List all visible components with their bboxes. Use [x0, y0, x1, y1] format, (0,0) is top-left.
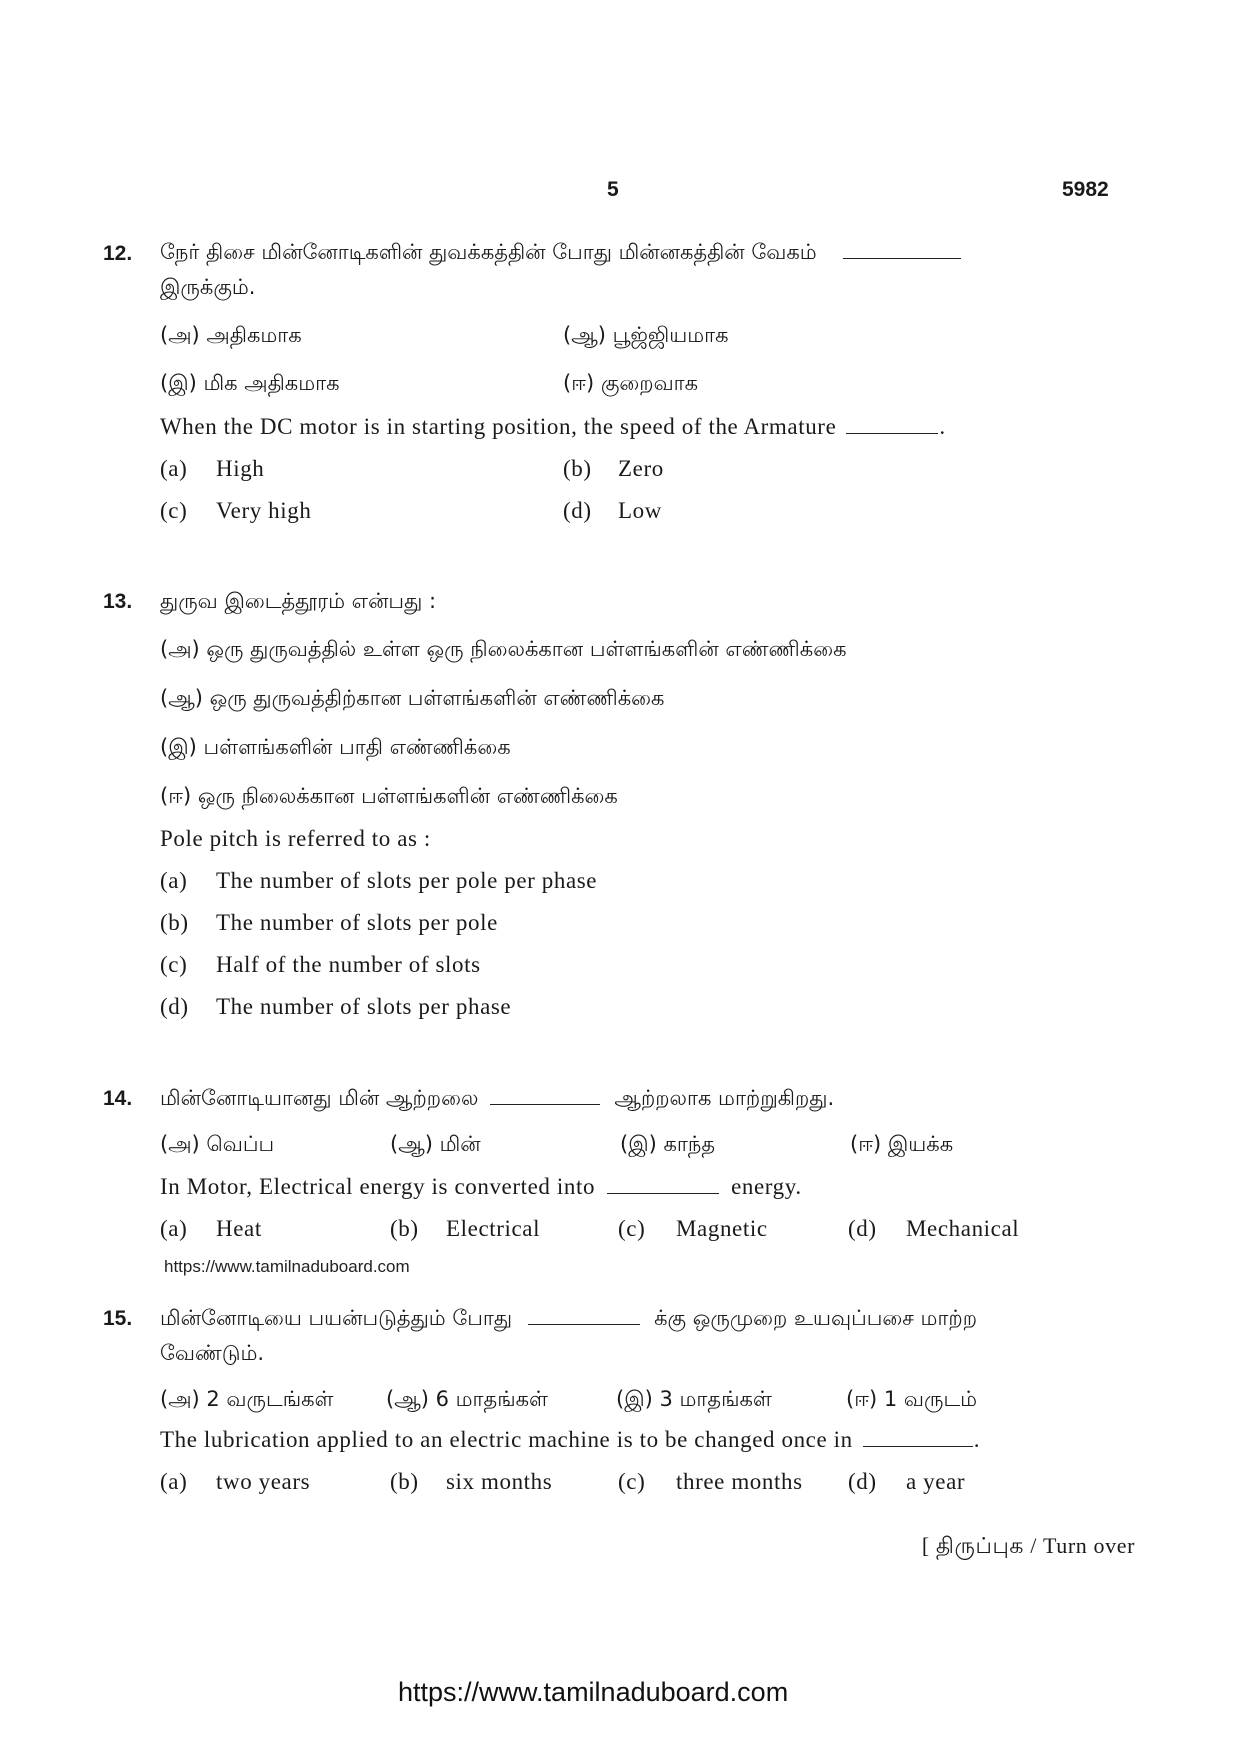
paper-code: 5982: [1062, 178, 1109, 201]
answer-blank: [863, 1445, 973, 1447]
question-english-text: [160, 1174, 802, 1200]
option-text: The number of slots per pole: [216, 910, 498, 935]
answer-blank: [607, 1192, 719, 1194]
tamil-option: (அ) வெப்ப: [160, 1132, 275, 1156]
tamil-option: (ஈ) இயக்க: [850, 1132, 954, 1156]
option-label: (a): [160, 868, 188, 893]
question-tamil-line1: நேர் திசை மின்னோடிகளின் துவக்கத்தின் போது மின்னகத்தின் வேகம்: [160, 240, 817, 264]
watermark-url-small: https://www.tamilnaduboard.com: [164, 1257, 410, 1276]
question-english-end: .: [973, 1427, 981, 1452]
page-number: 5: [607, 178, 620, 201]
question-english-part1: In Motor, Electrical energy is converted into: [160, 1174, 596, 1199]
question-english: Pole pitch is referred to as :: [160, 826, 431, 851]
option-text: six months: [446, 1469, 553, 1494]
option-label: (c): [160, 952, 188, 977]
question-english: When the DC motor is in starting position, the speed of the Armature: [160, 414, 837, 439]
option-text: Magnetic: [676, 1216, 768, 1241]
option-label: (c): [618, 1469, 646, 1494]
tamil-option: (அ) 2 வருடங்கள்: [160, 1387, 334, 1411]
option-label: (c): [160, 498, 188, 523]
option-label: (b): [390, 1216, 419, 1241]
option-text: The number of slots per phase: [216, 994, 512, 1019]
question-english: The lubrication applied to an electric machine is to be changed once in: [160, 1427, 853, 1452]
tamil-option: (ஆ) மின்: [390, 1132, 481, 1156]
question-tamil-text: [160, 1306, 977, 1333]
option-text: Very high: [216, 498, 312, 523]
option-label: (d): [563, 498, 592, 523]
option-text: Zero: [618, 456, 664, 481]
tamil-option: (அ) ஒரு துருவத்தில் உள்ள ஒரு நிலைக்கான பள்ளங்களின் எண்ணிக்கை: [160, 637, 847, 661]
question-number: 12.: [103, 242, 133, 265]
answer-blank: [846, 432, 938, 434]
option-label: (b): [563, 456, 592, 481]
question-tamil-text: [160, 240, 967, 267]
tamil-option: (இ) காந்த: [620, 1132, 716, 1156]
answer-blank: [528, 1323, 640, 1325]
tamil-option: (இ) 3 மாதங்கள்: [616, 1387, 772, 1411]
tamil-option: (இ) பள்ளங்களின் பாதி எண்ணிக்கை: [160, 735, 511, 759]
question-tamil-part2: க்கு ஒருமுறை உயவுப்பசை மாற்ற: [654, 1306, 978, 1330]
option-label: (a): [160, 1469, 188, 1494]
question-number: 15.: [103, 1307, 133, 1330]
question-english-text: [160, 414, 946, 440]
option-label: (d): [848, 1469, 877, 1494]
question-tamil-line2: இருக்கும்.: [160, 275, 256, 299]
option-label: (c): [618, 1216, 646, 1241]
option-text: Heat: [216, 1216, 262, 1241]
tamil-option: (ஈ) குறைவாக: [563, 371, 699, 395]
option-label: (a): [160, 456, 188, 481]
question-tamil-part1: மின்னோடியை பயன்படுத்தும் போது: [160, 1306, 513, 1330]
tamil-option: (அ) அதிகமாக: [160, 323, 302, 347]
tamil-option: (ஆ) ஒரு துருவத்திற்கான பள்ளங்களின் எண்ணிக்கை: [160, 686, 665, 710]
tamil-option: (இ) மிக அதிகமாக: [160, 371, 340, 395]
question-number: 13.: [103, 590, 133, 613]
option-text: High: [216, 456, 265, 481]
question-english-text: [160, 1427, 980, 1453]
option-label: (b): [160, 910, 189, 935]
answer-blank: [843, 257, 961, 259]
question-tamil-text: [160, 1086, 834, 1113]
answer-blank: [490, 1103, 600, 1105]
question-tamil-line2: வேண்டும்.: [160, 1341, 265, 1365]
option-label: (b): [390, 1469, 419, 1494]
question-tamil-part1: மின்னோடியானது மின் ஆற்றலை: [160, 1086, 479, 1110]
question-english-part2: energy.: [731, 1174, 802, 1199]
option-label: (a): [160, 1216, 188, 1241]
tamil-option: (ஈ) ஒரு நிலைக்கான பள்ளங்களின் எண்ணிக்கை: [160, 784, 618, 808]
question-english-end: .: [939, 414, 946, 439]
option-label: (d): [848, 1216, 877, 1241]
option-text: Low: [618, 498, 662, 523]
option-text: Half of the number of slots: [216, 952, 481, 977]
question-tamil-part2: ஆற்றலாக மாற்றுகிறது.: [614, 1086, 835, 1110]
tamil-option: (ஆ) 6 மாதங்கள்: [386, 1387, 548, 1411]
option-text: The number of slots per pole per phase: [216, 868, 598, 893]
tamil-option: (ஆ) பூஜ்ஜியமாக: [563, 323, 729, 347]
option-label: (d): [160, 994, 189, 1019]
question-tamil-text: துருவ இடைத்தூரம் என்பது :: [160, 589, 437, 613]
option-text: Electrical: [446, 1216, 541, 1241]
option-text: two years: [216, 1469, 311, 1494]
option-text: a year: [906, 1469, 966, 1494]
watermark-url: https://www.tamilnaduboard.com: [398, 1677, 789, 1707]
turn-over-note: [ திருப்புக / Turn over: [921, 1533, 1135, 1558]
tamil-option: (ஈ) 1 வருடம்: [846, 1387, 978, 1411]
option-text: Mechanical: [906, 1216, 1020, 1241]
option-text: three months: [676, 1469, 803, 1494]
question-number: 14.: [103, 1087, 133, 1110]
